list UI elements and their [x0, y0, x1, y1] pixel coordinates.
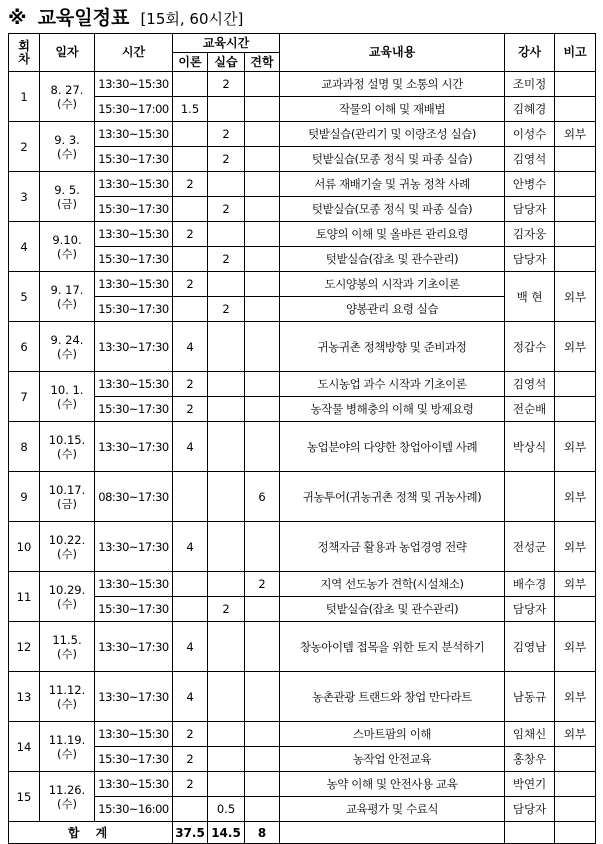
session-number: 4 [9, 222, 40, 272]
lecturer: 안병수 [505, 172, 555, 197]
hours-trip [245, 247, 280, 272]
session-time: 15:30~17:30 [95, 247, 173, 272]
note [555, 797, 596, 822]
session-date: 10.29. (수) [40, 572, 95, 622]
session-number: 9 [9, 472, 40, 522]
note [555, 397, 596, 422]
session-number: 11 [9, 572, 40, 622]
session-time: 15:30~17:30 [95, 197, 173, 222]
note: 외부 [555, 572, 596, 597]
course-content: 농약 이해 및 안전사용 교육 [280, 772, 505, 797]
table-row [9, 372, 596, 397]
note [555, 197, 596, 222]
session-time: 13:30~15:30 [95, 222, 173, 247]
hours-practice [208, 522, 245, 572]
table-row [9, 222, 596, 247]
hours-practice: 2 [208, 197, 245, 222]
lecturer: 홍창우 [505, 747, 555, 772]
hours-theory: 2 [173, 222, 208, 247]
session-time: 13:30~17:30 [95, 322, 173, 372]
table-row [9, 247, 596, 272]
session-date: 9.10. (수) [40, 222, 95, 272]
header-lecturer: 강사 [505, 34, 555, 72]
session-number: 2 [9, 122, 40, 172]
table-row [9, 122, 596, 147]
hours-trip [245, 522, 280, 572]
session-number: 8 [9, 422, 40, 472]
table-row [9, 197, 596, 222]
note: 외부 [555, 272, 596, 322]
hours-trip [245, 122, 280, 147]
hours-practice [208, 272, 245, 297]
lecturer: 배수경 [505, 572, 555, 597]
course-content: 농촌관광 트랜드와 창업 만다라트 [280, 672, 505, 722]
session-date: 10.17. (금) [40, 472, 95, 522]
hours-trip [245, 72, 280, 97]
hours-trip: 2 [245, 572, 280, 597]
note [555, 222, 596, 247]
hours-trip [245, 297, 280, 322]
total-note-empty [555, 822, 596, 844]
course-content: 귀농투어(귀농귀촌 정책 및 귀농사례) [280, 472, 505, 522]
session-number: 15 [9, 772, 40, 822]
hours-practice [208, 322, 245, 372]
hours-practice [208, 747, 245, 772]
reference-mark-icon: ※ [8, 7, 27, 29]
hours-theory [173, 247, 208, 272]
session-time: 15:30~17:30 [95, 147, 173, 172]
hours-trip [245, 197, 280, 222]
table-row [9, 522, 596, 572]
note [555, 172, 596, 197]
hours-trip [245, 722, 280, 747]
hours-theory [173, 147, 208, 172]
session-time: 13:30~15:30 [95, 272, 173, 297]
total-row [9, 822, 596, 844]
session-date: 10. 1. (수) [40, 372, 95, 422]
note: 외부 [555, 722, 596, 747]
table-row [9, 272, 596, 297]
course-content: 스마트팜의 이해 [280, 722, 505, 747]
hours-trip [245, 172, 280, 197]
hours-practice [208, 722, 245, 747]
schedule-table [8, 33, 596, 844]
lecturer [505, 472, 555, 522]
note: 외부 [555, 422, 596, 472]
session-time: 15:30~17:30 [95, 297, 173, 322]
hours-trip: 6 [245, 472, 280, 522]
course-content: 텃밭실습(관리기 및 이랑조성 실습) [280, 122, 505, 147]
course-content: 텃밭실습(모종 정식 및 파종 실습) [280, 147, 505, 172]
lecturer: 전순배 [505, 397, 555, 422]
lecturer: 김자웅 [505, 222, 555, 247]
session-time: 13:30~15:30 [95, 172, 173, 197]
session-time: 13:30~15:30 [95, 122, 173, 147]
table-row [9, 472, 596, 522]
note [555, 72, 596, 97]
hours-theory [173, 472, 208, 522]
hours-practice: 2 [208, 72, 245, 97]
hours-trip [245, 322, 280, 372]
hours-theory [173, 597, 208, 622]
session-time: 13:30~15:30 [95, 572, 173, 597]
course-content: 귀농귀촌 정책방향 및 준비과정 [280, 322, 505, 372]
lecturer: 담당자 [505, 597, 555, 622]
course-content: 텃밭실습(잡초 및 관수관리) [280, 597, 505, 622]
table-row [9, 72, 596, 97]
hours-practice: 2 [208, 147, 245, 172]
table-row [9, 672, 596, 722]
session-date: 8. 27. (수) [40, 72, 95, 122]
hours-theory: 4 [173, 672, 208, 722]
session-date: 10.22. (수) [40, 522, 95, 572]
total-content-empty [280, 822, 505, 844]
title-main: 교육일정표 [37, 7, 130, 29]
lecturer: 남동규 [505, 672, 555, 722]
hours-theory: 2 [173, 722, 208, 747]
note [555, 97, 596, 122]
course-content: 도시양봉의 시작과 기초이론 [280, 272, 505, 297]
session-time: 15:30~17:30 [95, 597, 173, 622]
table-row [9, 572, 596, 597]
hours-theory: 4 [173, 622, 208, 672]
hours-trip [245, 222, 280, 247]
hours-practice [208, 572, 245, 597]
hours-trip [245, 747, 280, 772]
hours-practice [208, 172, 245, 197]
lecturer: 박상식 [505, 422, 555, 472]
hours-practice [208, 422, 245, 472]
course-content: 교과과정 설명 및 소통의 시간 [280, 72, 505, 97]
header-note: 비고 [555, 34, 596, 72]
note: 외부 [555, 622, 596, 672]
hours-trip [245, 422, 280, 472]
hours-trip [245, 397, 280, 422]
hours-theory: 1.5 [173, 97, 208, 122]
session-time: 13:30~15:30 [95, 722, 173, 747]
lecturer: 이성수 [505, 122, 555, 147]
lecturer: 김혜경 [505, 97, 555, 122]
hours-practice [208, 772, 245, 797]
session-time: 15:30~16:00 [95, 797, 173, 822]
session-number: 1 [9, 72, 40, 122]
session-date: 11.26. (수) [40, 772, 95, 822]
hours-practice: 2 [208, 597, 245, 622]
lecturer: 임채신 [505, 722, 555, 747]
hours-theory: 2 [173, 772, 208, 797]
session-number: 10 [9, 522, 40, 572]
lecturer: 김영석 [505, 147, 555, 172]
table-row [9, 597, 596, 622]
header-theory: 이론 [173, 53, 208, 72]
hours-practice: 0.5 [208, 797, 245, 822]
course-content: 토양의 이해 및 올바른 관리요령 [280, 222, 505, 247]
session-number: 5 [9, 272, 40, 322]
table-row [9, 622, 596, 672]
table-row [9, 772, 596, 797]
session-date: 10.15. (수) [40, 422, 95, 472]
table-row [9, 747, 596, 772]
course-content: 정책자금 활용과 농업경영 전략 [280, 522, 505, 572]
session-time: 15:30~17:30 [95, 397, 173, 422]
session-time: 13:30~15:30 [95, 372, 173, 397]
session-time: 15:30~17:00 [95, 97, 173, 122]
note [555, 747, 596, 772]
header-session: 회 차 [9, 34, 40, 72]
session-date: 9. 3. (수) [40, 122, 95, 172]
session-date: 9. 17. (수) [40, 272, 95, 322]
hours-theory [173, 197, 208, 222]
hours-practice [208, 97, 245, 122]
course-content: 서류 재배기술 및 귀농 정착 사례 [280, 172, 505, 197]
header-hours-group: 교육시간 [173, 34, 280, 53]
course-content: 텃밭실습(모종 정식 및 파종 실습) [280, 197, 505, 222]
lecturer: 백 현 [505, 272, 555, 322]
table-row [9, 322, 596, 372]
hours-practice: 2 [208, 247, 245, 272]
session-date: 9. 24. (수) [40, 322, 95, 372]
table-row [9, 97, 596, 122]
hours-practice [208, 222, 245, 247]
lecturer: 담당자 [505, 797, 555, 822]
hours-practice: 2 [208, 122, 245, 147]
session-time: 13:30~17:30 [95, 622, 173, 672]
session-time: 13:30~15:30 [95, 72, 173, 97]
hours-trip [245, 97, 280, 122]
hours-trip [245, 797, 280, 822]
lecturer: 김영남 [505, 622, 555, 672]
note: 외부 [555, 472, 596, 522]
header-field-trip: 견학 [245, 53, 280, 72]
session-time: 13:30~17:30 [95, 522, 173, 572]
note: 외부 [555, 122, 596, 147]
schedule-body [9, 72, 596, 822]
hours-theory [173, 572, 208, 597]
hours-theory [173, 72, 208, 97]
document-title [8, 5, 243, 31]
table-row [9, 147, 596, 172]
session-time: 13:30~17:30 [95, 672, 173, 722]
hours-trip [245, 672, 280, 722]
header-date: 일자 [40, 34, 95, 72]
header-content: 교육내용 [280, 34, 505, 72]
hours-trip [245, 622, 280, 672]
session-date: 11.5. (수) [40, 622, 95, 672]
course-content: 텃밭실습(잡초 및 관수관리) [280, 247, 505, 272]
session-date: 11.12. (수) [40, 672, 95, 722]
note [555, 147, 596, 172]
hours-theory [173, 297, 208, 322]
hours-trip [245, 147, 280, 172]
lecturer: 담당자 [505, 247, 555, 272]
session-number: 13 [9, 672, 40, 722]
hours-theory: 4 [173, 522, 208, 572]
session-number: 6 [9, 322, 40, 372]
session-time: 15:30~17:30 [95, 747, 173, 772]
course-content: 농작업 안전교육 [280, 747, 505, 772]
note [555, 247, 596, 272]
session-time: 13:30~17:30 [95, 422, 173, 472]
session-time: 13:30~15:30 [95, 772, 173, 797]
total-practice: 14.5 [208, 822, 245, 844]
session-date: 11.19. (수) [40, 722, 95, 772]
table-row [9, 397, 596, 422]
table-row [9, 722, 596, 747]
course-content: 지역 선도농가 견학(시설채소) [280, 572, 505, 597]
hours-practice [208, 397, 245, 422]
lecturer: 전성군 [505, 522, 555, 572]
lecturer: 조미정 [505, 72, 555, 97]
session-number: 7 [9, 372, 40, 422]
hours-theory [173, 797, 208, 822]
note: 외부 [555, 322, 596, 372]
course-content: 교육평가 및 수료식 [280, 797, 505, 822]
total-lecturer-empty [505, 822, 555, 844]
hours-theory: 2 [173, 172, 208, 197]
hours-theory: 4 [173, 322, 208, 372]
lecturer: 담당자 [505, 197, 555, 222]
hours-trip [245, 272, 280, 297]
header-practice: 실습 [208, 53, 245, 72]
hours-practice: 2 [208, 297, 245, 322]
course-content: 농작물 병해충의 이해 및 방제요령 [280, 397, 505, 422]
hours-trip [245, 597, 280, 622]
course-content: 창농아이템 접목을 위한 토지 분석하기 [280, 622, 505, 672]
total-trip: 8 [245, 822, 280, 844]
hours-theory [173, 122, 208, 147]
session-number: 12 [9, 622, 40, 672]
lecturer: 정갑수 [505, 322, 555, 372]
session-number: 3 [9, 172, 40, 222]
hours-theory: 2 [173, 272, 208, 297]
hours-trip [245, 772, 280, 797]
course-content: 농업분야의 다양한 창업아이템 사례 [280, 422, 505, 472]
total-theory: 37.5 [173, 822, 208, 844]
hours-theory: 2 [173, 747, 208, 772]
hours-practice [208, 622, 245, 672]
hours-trip [245, 372, 280, 397]
table-row [9, 172, 596, 197]
note: 외부 [555, 672, 596, 722]
header-time: 시간 [95, 34, 173, 72]
total-label: 합 계 [9, 822, 173, 844]
hours-theory: 2 [173, 397, 208, 422]
hours-practice [208, 672, 245, 722]
note [555, 772, 596, 797]
table-row [9, 797, 596, 822]
lecturer: 김영석 [505, 372, 555, 397]
session-time: 08:30~17:30 [95, 472, 173, 522]
session-number: 14 [9, 722, 40, 772]
hours-theory: 4 [173, 422, 208, 472]
hours-practice [208, 372, 245, 397]
hours-practice [208, 472, 245, 522]
table-row [9, 422, 596, 472]
title-sub: [15회, 60시간] [140, 10, 244, 28]
session-date: 9. 5. (금) [40, 172, 95, 222]
lecturer: 박연기 [505, 772, 555, 797]
note: 외부 [555, 522, 596, 572]
course-content: 작물의 이해 및 재배법 [280, 97, 505, 122]
course-content: 양봉관리 요령 실습 [280, 297, 505, 322]
hours-theory: 2 [173, 372, 208, 397]
course-content: 도시농업 과수 시작과 기초이론 [280, 372, 505, 397]
note [555, 597, 596, 622]
note [555, 372, 596, 397]
